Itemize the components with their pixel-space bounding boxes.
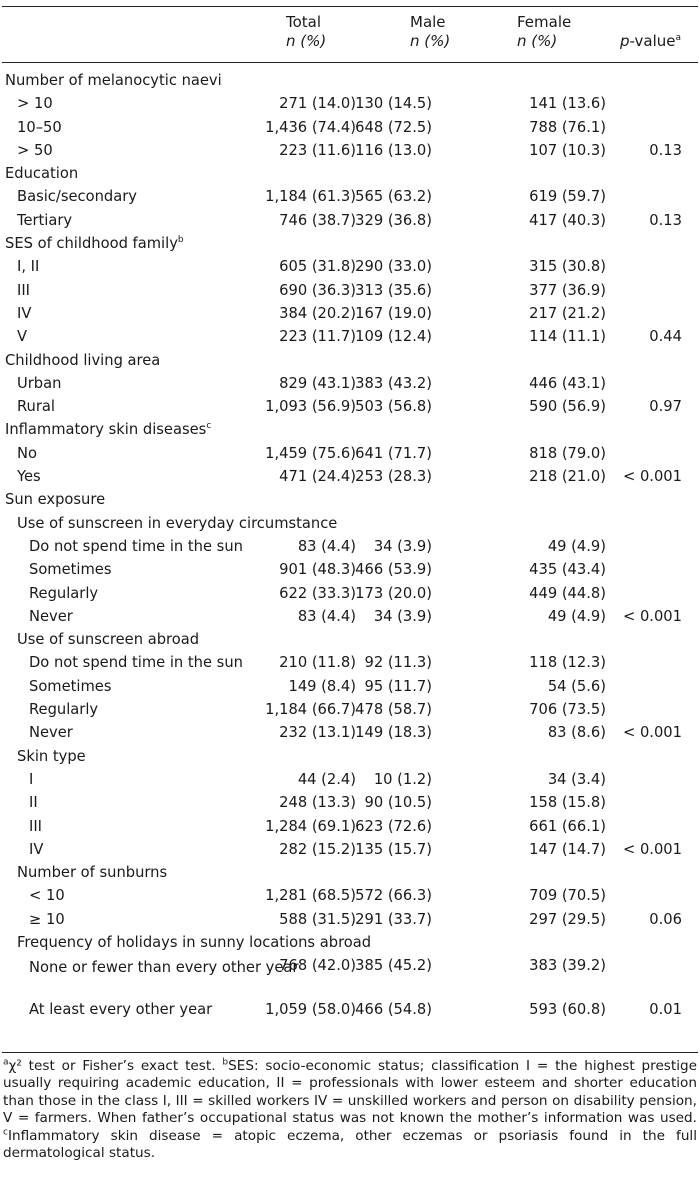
row-label: III bbox=[29, 817, 42, 835]
table-row bbox=[0, 582, 700, 605]
cell-total: 622 (33.3) bbox=[279, 584, 356, 602]
footnote-text: Inflammatory skin disease = atopic eczema, other eczemas or psoriasis found in the full dermatological status. bbox=[3, 1127, 697, 1162]
top-rule bbox=[2, 6, 698, 7]
row-label: Frequency of holidays in sunny locations abroad bbox=[17, 933, 372, 951]
cell-male: 135 (15.7) bbox=[355, 840, 432, 858]
bottom-rule bbox=[2, 1052, 698, 1053]
cell-female: 118 (12.3) bbox=[529, 654, 606, 672]
section-heading bbox=[0, 232, 700, 255]
cell-male: 167 (19.0) bbox=[355, 304, 432, 322]
cell-male: 291 (33.7) bbox=[355, 910, 432, 928]
row-label: SES of childhood family bbox=[5, 235, 178, 253]
cell-total: 901 (48.3) bbox=[279, 561, 356, 579]
cell-total: 232 (13.1) bbox=[279, 724, 356, 742]
cell-female: 217 (21.2) bbox=[529, 304, 606, 322]
row-label: At least every other year bbox=[29, 1001, 213, 1019]
cell-pvalue: < 0.001 bbox=[622, 468, 682, 486]
cell-female: 435 (43.4) bbox=[529, 561, 606, 579]
header-rule bbox=[2, 62, 698, 63]
cell-female: 315 (30.8) bbox=[529, 258, 606, 276]
row-label: Sun exposure bbox=[5, 491, 106, 509]
cell-male: 572 (66.3) bbox=[355, 887, 432, 905]
row-label: Basic/secondary bbox=[17, 188, 137, 206]
cell-male: 130 (14.5) bbox=[355, 95, 432, 113]
cell-female: 619 (59.7) bbox=[529, 188, 606, 206]
cell-total: 83 (4.4) bbox=[297, 607, 356, 625]
cell-male: 329 (36.8) bbox=[355, 211, 432, 229]
cell-total: 210 (11.8) bbox=[279, 654, 356, 672]
header-female-sub: n (%) bbox=[517, 32, 558, 50]
footnote-text: SES: socio-economic status; classification I = the highest prestige usually requiring academic education, II = professionals with lower esteem and shorter education than those in the class I, III = skilled workers IV = unskilled workers and person on disability pension, V = farmers. When father’s occupational status was not known the mother’s information was used. bbox=[3, 1058, 697, 1127]
cell-pvalue: < 0.001 bbox=[622, 607, 682, 625]
row-label-group bbox=[5, 232, 184, 255]
cell-male: 383 (43.2) bbox=[355, 374, 432, 392]
cell-female: 377 (36.9) bbox=[529, 281, 606, 299]
row-label: Childhood living area bbox=[5, 351, 161, 369]
section-heading bbox=[0, 931, 700, 954]
row-label: Sometimes bbox=[29, 677, 112, 695]
table-row bbox=[0, 768, 700, 791]
cell-total: 1,059 (58.0) bbox=[265, 1001, 356, 1019]
table-row bbox=[0, 302, 700, 325]
section-heading bbox=[0, 418, 700, 441]
table-row bbox=[0, 998, 700, 1021]
cell-total: 149 (8.4) bbox=[288, 677, 356, 695]
footnote-text: χ² test or Fisher’s exact test. bbox=[8, 1058, 223, 1074]
cell-total: 223 (11.6) bbox=[279, 141, 356, 159]
header-total bbox=[286, 13, 326, 51]
row-label: 10–50 bbox=[17, 118, 62, 136]
cell-total: 588 (31.5) bbox=[279, 910, 356, 928]
table-row bbox=[0, 698, 700, 721]
row-label-sup: c bbox=[206, 421, 212, 432]
table-row bbox=[0, 535, 700, 558]
cell-pvalue: 0.01 bbox=[649, 1001, 682, 1019]
cell-pvalue: < 0.001 bbox=[622, 840, 682, 858]
cell-total: 471 (24.4) bbox=[279, 468, 356, 486]
cell-female: 709 (70.5) bbox=[529, 887, 606, 905]
cell-male: 149 (18.3) bbox=[355, 724, 432, 742]
cell-total: 248 (13.3) bbox=[279, 794, 356, 812]
row-label: I bbox=[29, 770, 34, 788]
table-row bbox=[0, 465, 700, 488]
cell-total: 1,093 (56.9) bbox=[265, 398, 356, 416]
row-label: Use of sunscreen in everyday circumstance bbox=[17, 514, 338, 532]
cell-male: 173 (20.0) bbox=[355, 584, 432, 602]
cell-male: 313 (35.6) bbox=[355, 281, 432, 299]
cell-total: 44 (2.4) bbox=[297, 770, 356, 788]
row-label: IV bbox=[29, 840, 44, 858]
table-row bbox=[0, 721, 700, 744]
table-row bbox=[0, 325, 700, 348]
cell-total: 829 (43.1) bbox=[279, 374, 356, 392]
cell-pvalue: 0.13 bbox=[649, 211, 682, 229]
table-row bbox=[0, 185, 700, 208]
row-label: III bbox=[17, 281, 30, 299]
header-total-sub: n (%) bbox=[286, 32, 327, 50]
cell-pvalue: < 0.001 bbox=[622, 724, 682, 742]
table-row bbox=[0, 442, 700, 465]
table-row bbox=[0, 675, 700, 698]
table-row bbox=[0, 92, 700, 115]
header-total-title: Total bbox=[286, 13, 322, 31]
cell-male: 34 (3.9) bbox=[373, 537, 432, 555]
row-label: Use of sunscreen abroad bbox=[17, 631, 200, 649]
header-pvalue-sup: a bbox=[675, 33, 682, 43]
cell-male: 466 (54.8) bbox=[355, 1001, 432, 1019]
table-row bbox=[0, 815, 700, 838]
cell-female: 218 (21.0) bbox=[529, 468, 606, 486]
table-row bbox=[0, 279, 700, 302]
cell-total: 1,184 (66.7) bbox=[265, 701, 356, 719]
cell-female: 297 (29.5) bbox=[529, 910, 606, 928]
cell-female: 107 (10.3) bbox=[529, 141, 606, 159]
table-row bbox=[0, 954, 700, 998]
header-male bbox=[410, 13, 450, 51]
table-row bbox=[0, 116, 700, 139]
row-label: > 10 bbox=[17, 95, 53, 113]
row-label: II bbox=[29, 794, 38, 812]
cell-female: 114 (11.1) bbox=[529, 328, 606, 346]
cell-total: 605 (31.8) bbox=[279, 258, 356, 276]
footnotes bbox=[3, 1058, 697, 1162]
cell-female: 49 (4.9) bbox=[547, 607, 606, 625]
table-row bbox=[0, 139, 700, 162]
table-row bbox=[0, 884, 700, 907]
cell-total: 1,281 (68.5) bbox=[265, 887, 356, 905]
row-label: Inflammatory skin diseases bbox=[5, 421, 207, 439]
table-row bbox=[0, 395, 700, 418]
section-heading bbox=[0, 349, 700, 372]
header-pvalue bbox=[620, 32, 681, 51]
table-row bbox=[0, 791, 700, 814]
cell-total: 83 (4.4) bbox=[297, 537, 356, 555]
table-row bbox=[0, 838, 700, 861]
cell-male: 478 (58.7) bbox=[355, 701, 432, 719]
cell-male: 641 (71.7) bbox=[355, 444, 432, 462]
cell-female: 706 (73.5) bbox=[529, 701, 606, 719]
row-label: Rural bbox=[17, 398, 55, 416]
header-pvalue-p: p bbox=[620, 32, 630, 50]
table-row bbox=[0, 908, 700, 931]
row-label: Number of melanocytic naevi bbox=[5, 72, 222, 89]
cell-male: 90 (10.5) bbox=[364, 794, 432, 812]
table-row bbox=[0, 558, 700, 581]
cell-pvalue: 0.06 bbox=[649, 910, 682, 928]
section-heading bbox=[0, 69, 700, 92]
row-label: Skin type bbox=[17, 747, 86, 765]
row-label: I, II bbox=[17, 258, 40, 276]
table-body bbox=[0, 69, 700, 1022]
cell-female: 661 (66.1) bbox=[529, 817, 606, 835]
cell-total: 1,184 (61.3) bbox=[265, 188, 356, 206]
cell-female: 788 (76.1) bbox=[529, 118, 606, 136]
row-label-group bbox=[5, 418, 211, 441]
row-label: Regularly bbox=[29, 584, 99, 602]
cell-male: 565 (63.2) bbox=[355, 188, 432, 206]
cell-female: 593 (60.8) bbox=[529, 1001, 606, 1019]
cell-male: 34 (3.9) bbox=[373, 607, 432, 625]
cell-male: 503 (56.8) bbox=[355, 398, 432, 416]
row-label-sup: b bbox=[177, 235, 184, 246]
cell-total: 1,284 (69.1) bbox=[265, 817, 356, 835]
cell-male: 109 (12.4) bbox=[355, 328, 432, 346]
cell-male: 466 (53.9) bbox=[355, 561, 432, 579]
row-label: Education bbox=[5, 165, 79, 183]
cell-male: 10 (1.2) bbox=[373, 770, 432, 788]
footnote-marker: c bbox=[3, 1127, 8, 1138]
row-label: Never bbox=[29, 607, 73, 625]
table-row bbox=[0, 372, 700, 395]
footnote-marker: a bbox=[3, 1057, 9, 1068]
cell-female: 818 (79.0) bbox=[529, 444, 606, 462]
cell-total: 271 (14.0) bbox=[279, 95, 356, 113]
cell-female: 446 (43.1) bbox=[529, 374, 606, 392]
cell-female: 158 (15.8) bbox=[529, 794, 606, 812]
section-heading bbox=[0, 162, 700, 185]
section-heading bbox=[0, 488, 700, 511]
cell-male: 385 (45.2) bbox=[355, 957, 432, 975]
header-pvalue-suffix: -value bbox=[629, 32, 676, 50]
row-label: Never bbox=[29, 724, 73, 742]
row-label: > 50 bbox=[17, 141, 53, 159]
row-label: Tertiary bbox=[17, 211, 73, 229]
row-label: < 10 bbox=[29, 887, 65, 905]
header-female bbox=[517, 13, 571, 51]
table-row bbox=[0, 209, 700, 232]
cell-female: 34 (3.4) bbox=[547, 770, 606, 788]
row-label: ≥ 10 bbox=[29, 910, 65, 928]
cell-female: 54 (5.6) bbox=[547, 677, 606, 695]
row-label: Sometimes bbox=[29, 561, 112, 579]
section-heading bbox=[0, 745, 700, 768]
cell-female: 417 (40.3) bbox=[529, 211, 606, 229]
table-row bbox=[0, 651, 700, 674]
cell-pvalue: 0.13 bbox=[649, 141, 682, 159]
section-heading bbox=[0, 628, 700, 651]
row-label: Do not spend time in the sun bbox=[29, 654, 243, 672]
table-row bbox=[0, 605, 700, 628]
cell-male: 116 (13.0) bbox=[355, 141, 432, 159]
cell-total: 690 (36.3) bbox=[279, 281, 356, 299]
cell-male: 290 (33.0) bbox=[355, 258, 432, 276]
row-label: Number of sunburns bbox=[17, 864, 168, 882]
row-label: IV bbox=[17, 304, 32, 322]
cell-total: 768 (42.0) bbox=[279, 957, 356, 975]
cell-total: 384 (20.2) bbox=[279, 304, 356, 322]
cell-female: 147 (14.7) bbox=[529, 840, 606, 858]
section-heading bbox=[0, 512, 700, 535]
section-heading bbox=[0, 861, 700, 884]
cell-total: 1,459 (75.6) bbox=[265, 444, 356, 462]
cell-pvalue: 0.44 bbox=[649, 328, 682, 346]
row-label: No bbox=[17, 444, 37, 462]
cell-male: 253 (28.3) bbox=[355, 468, 432, 486]
header-male-title: Male bbox=[410, 13, 446, 31]
cell-female: 141 (13.6) bbox=[529, 95, 606, 113]
cell-total: 223 (11.7) bbox=[279, 328, 356, 346]
cell-total: 746 (38.7) bbox=[279, 211, 356, 229]
cell-female: 49 (4.9) bbox=[547, 537, 606, 555]
row-label: Do not spend time in the sun bbox=[29, 537, 243, 555]
cell-male: 623 (72.6) bbox=[355, 817, 432, 835]
header-male-sub: n (%) bbox=[410, 32, 451, 50]
cell-female: 383 (39.2) bbox=[529, 957, 606, 975]
cell-total: 282 (15.2) bbox=[279, 840, 356, 858]
footnote-marker: b bbox=[222, 1057, 229, 1068]
cell-male: 92 (11.3) bbox=[364, 654, 432, 672]
cell-female: 83 (8.6) bbox=[547, 724, 606, 742]
cell-male: 648 (72.5) bbox=[355, 118, 432, 136]
cell-pvalue: 0.97 bbox=[649, 398, 682, 416]
table-row bbox=[0, 255, 700, 278]
row-label: Regularly bbox=[29, 701, 99, 719]
cell-total: 1,436 (74.4) bbox=[265, 118, 356, 136]
row-label: V bbox=[17, 328, 28, 346]
row-label: Yes bbox=[17, 468, 41, 486]
cell-male: 95 (11.7) bbox=[364, 677, 432, 695]
row-label: None or fewer than every other year bbox=[29, 959, 299, 977]
header-female-title: Female bbox=[517, 13, 572, 31]
cell-female: 449 (44.8) bbox=[529, 584, 606, 602]
row-label: Urban bbox=[17, 374, 62, 392]
cell-female: 590 (56.9) bbox=[529, 398, 606, 416]
